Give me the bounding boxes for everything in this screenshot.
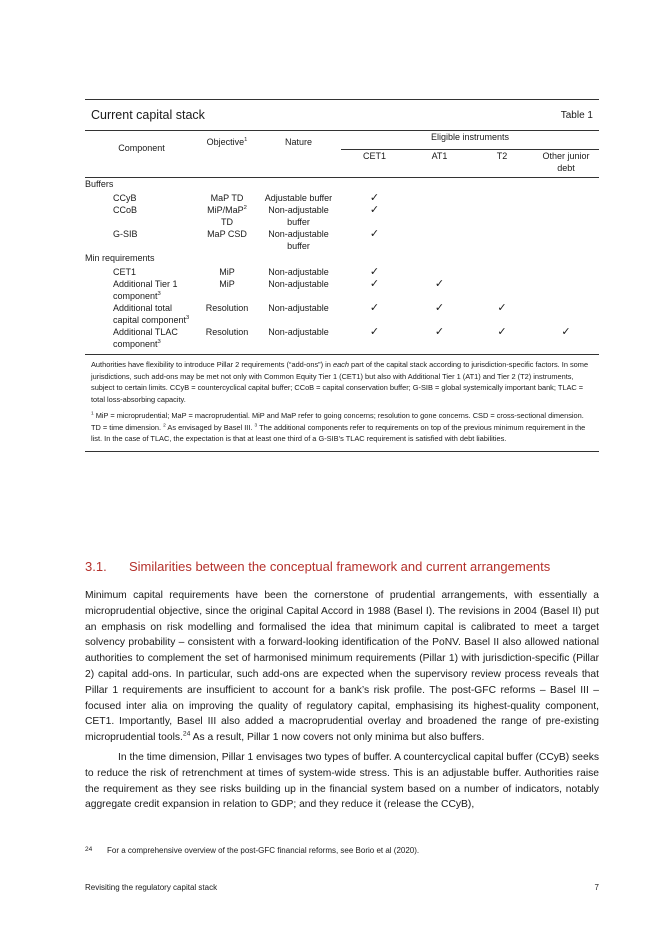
check-mark: ✓ — [369, 326, 380, 338]
group-label: Min requirements — [85, 253, 155, 263]
table-row: Additional total capital component$^3$ Resolution Non-adjustable ✓ ✓ ✓ — [85, 302, 599, 326]
check-mark: ✓ — [497, 302, 507, 314]
table-number: Table 1 — [560, 109, 593, 121]
paragraph: Minimum capital requirements have been the cornerstone of prudential arrangements, with essentially a microprudential objective, since the original Capital Accord in 1988 (Basel I). The revisions in 2004 (Basel II) put an emphasis on risk modelling and formalised the idea that minimum capital is calibrated to meet a target solvency probability – consistent with a forward-looking identification of the PoNV. Basel II also allowed national authorities to complement the set of harmonised minimum requirements (Pillar 1) with jurisdiction-specific (Pillar 2) capital add-ons. In particular, such add-ons are expected when the supervisory review process reveals that Pillar 1 requirements are insufficient to account for a bank’s risk profile. The post-GFC reforms – Basel III – focused inter alia on improving the quality of regulatory capital, emphasising its highest-quality component, CET1. Importantly, Basel III also added a macroprudential overlay and broadened the range of pre-existing microprudential tools.$^{24}$ As a result, Pillar 1 now covers not only minima but also buffers. — [85, 590, 599, 744]
table-row: CCoB MiP/MaP$^2$ TD Non-adjustable buffer ✓ — [85, 204, 599, 228]
check-mark: ✓ — [497, 326, 507, 338]
paragraph: In the time dimension, Pillar 1 envisages two types of buffer. A countercyclical capital buffer (CCyB) seeks to reduce the risk of retrenchment at times of system-wide stress. This is an adjustable buffer. Authorities raise the requirement as they see risks building up in the financial system based on a number of indicators, notably aggregate credit expansion in relation to GDP; and they reduce it (release the CCyB), — [85, 751, 599, 811]
section-heading — [85, 559, 550, 574]
eligible-instruments-header: Eligible instruments — [341, 131, 599, 150]
footnote-ref: 24 — [182, 730, 191, 738]
section-title: Similarities between the conceptual framework and current arrangements — [129, 559, 551, 574]
table-footnotes: $^1$ MiP = microprudential; MaP = macroprudential. MiP and MaP refer to going concerns; resolution to gone concerns. CSD = cross-sectional dimension. TD = time dimension. $^2$ As envisaged by Basel III. $^3$ The additional components refer to requirements on top of the previous minimum requirement in the list. In the case of TLAC, the expectation is that at least one third of a G-SIB’s TLAC requirement is satisfied with debt liabilities. — [91, 411, 586, 443]
check-mark: ✓ — [369, 266, 380, 278]
check-mark: ✓ — [369, 192, 380, 204]
section-number: 3.1. — [85, 559, 107, 574]
col-nature: Nature — [256, 136, 341, 164]
capital-stack-table — [85, 99, 599, 452]
check-mark: ✓ — [434, 278, 445, 290]
body-text — [85, 588, 599, 813]
table-title: Current capital stack — [91, 108, 205, 122]
check-mark: ✓ — [369, 302, 380, 314]
check-mark: ✓ — [434, 326, 445, 338]
page-footer — [85, 883, 599, 892]
col-t2: T2 — [471, 150, 533, 178]
check-mark: ✓ — [561, 326, 571, 338]
table-row: G-SIB MaP CSD Non-adjustable buffer ✓ — [85, 228, 599, 252]
group-label: Buffers — [85, 179, 114, 189]
check-mark: ✓ — [369, 278, 380, 290]
table-note-main: Authorities have flexibility to introduce Pillar 2 requirements (“add-ons”) in each part of the capital stack according to jurisdiction-specific factors. In some jurisdictions, such add-ons may be met not only with Common Equity Tier 1 (CET1) but also with Additional Tier 1 (AT1) and Tier 2 (T2) instruments, subject to certain limits. CCyB = countercyclical capital buffer; CCoB = capital conservation buffer; G-SIB = global systemically important bank; TLAC = total loss-absorbing capacity. — [91, 360, 589, 404]
table-header-bar — [85, 100, 599, 131]
table-row: CET1 MiP Non-adjustable ✓ — [85, 266, 599, 278]
footer-title: Revisiting the regulatory capital stack — [85, 883, 218, 892]
check-mark: ✓ — [369, 228, 380, 240]
table-notes — [85, 354, 599, 452]
page-number: 7 — [594, 883, 599, 892]
check-mark: ✓ — [369, 204, 380, 216]
table-grid — [85, 131, 599, 354]
check-mark: ✓ — [434, 302, 445, 314]
table-row: CCyB MaP TD Adjustable buffer ✓ — [85, 192, 599, 204]
table-row: Additional TLAC component$^3$ Resolution Non-adjustable ✓ ✓ ✓ ✓ — [85, 326, 599, 354]
col-at1: AT1 — [408, 150, 471, 178]
page-footnote: 24 For a comprehensive overview of the post-GFC financial reforms, see Borio et al (2020). — [85, 846, 420, 855]
col-other-junior-debt: Other junior debt — [533, 150, 599, 178]
col-component: Component — [85, 142, 198, 170]
col-cet1: CET1 — [341, 150, 408, 178]
table-row: Additional Tier 1 component$^3$ MiP Non-adjustable ✓ ✓ — [85, 278, 599, 302]
col-objective: Objective$^1$ — [198, 136, 256, 164]
